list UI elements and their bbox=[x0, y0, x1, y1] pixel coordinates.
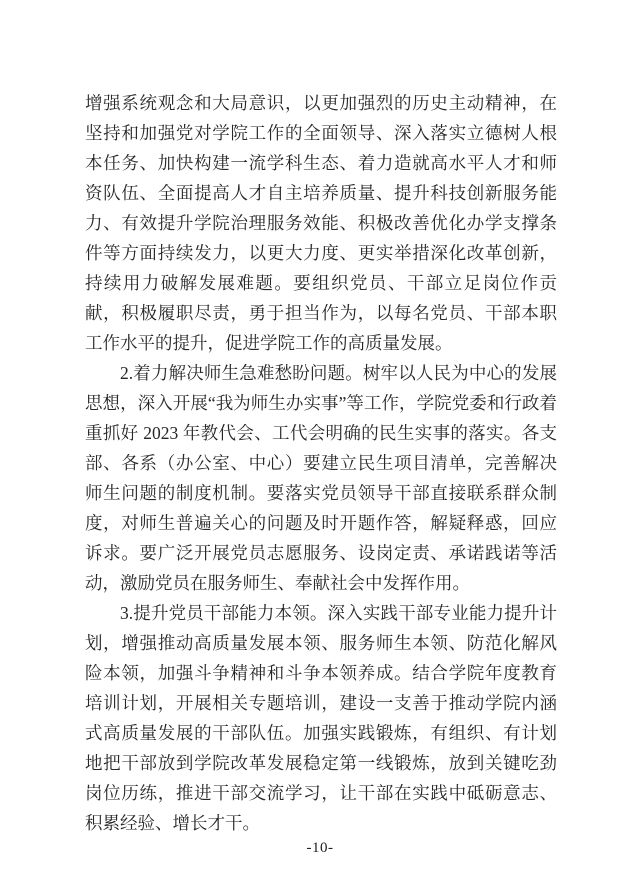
page-number-footer: -10- bbox=[306, 840, 334, 856]
body-text bbox=[85, 88, 557, 838]
paragraph-item-2: 2.着力解决师生急难愁盼问题。树牢以人民为中心的发展思想，深入开展“我为师生办实事”等工作，学院党委和行政着重抓好 2023 年教代会、工代会明确的民生实事的落实。各支部、各系（办公室、中心）要建立民生项目清单，完善解决师生问题的制度机制。要落实党员领导干部直接联系群众制度，对师生普遍关心的问题及时开题作答，解疑释惑，回应诉求。要广泛开展党员志愿服务、设岗定责、承诺践诺等活动，激励党员在服务师生、奉献社会中发挥作用。 bbox=[85, 363, 557, 593]
paragraph-item-3: 3.提升党员干部能力本领。深入实践干部专业能力提升计划，增强推动高质量发展本领、服务师生本领、防范化解风险本领，加强斗争精神和斗争本领养成。结合学院年度教育培训计划，开展相关专题培训，建设一支善于推动学院内涵式高质量发展的干部队伍。加强实践锻炼，有组织、有计划地把干部放到学院改革发展稳定第一线锻炼，放到关键吃劲岗位历练，推进干部交流学习，让干部在实践中砥砺意志、积累经验、增长才干。 bbox=[85, 603, 557, 833]
paragraph-continued: 增强系统观念和大局意识，以更加强烈的历史主动精神，在坚持和加强党对学院工作的全面领导、深入落实立德树人根本任务、加快构建一流学科生态、着力造就高水平人才和师资队伍、全面提高人才自主培养质量、提升科技创新服务能力、有效提升学院治理服务效能、积极改善优化办学支撑条件等方面持续发力，以更大力度、更实举措深化改革创新，持续用力破解发展难题。要组织党员、干部立足岗位作贡献，积极履职尽责，勇于担当作为，以每名党员、干部本职工作水平的提升，促进学院工作的高质量发展。 bbox=[85, 93, 557, 353]
